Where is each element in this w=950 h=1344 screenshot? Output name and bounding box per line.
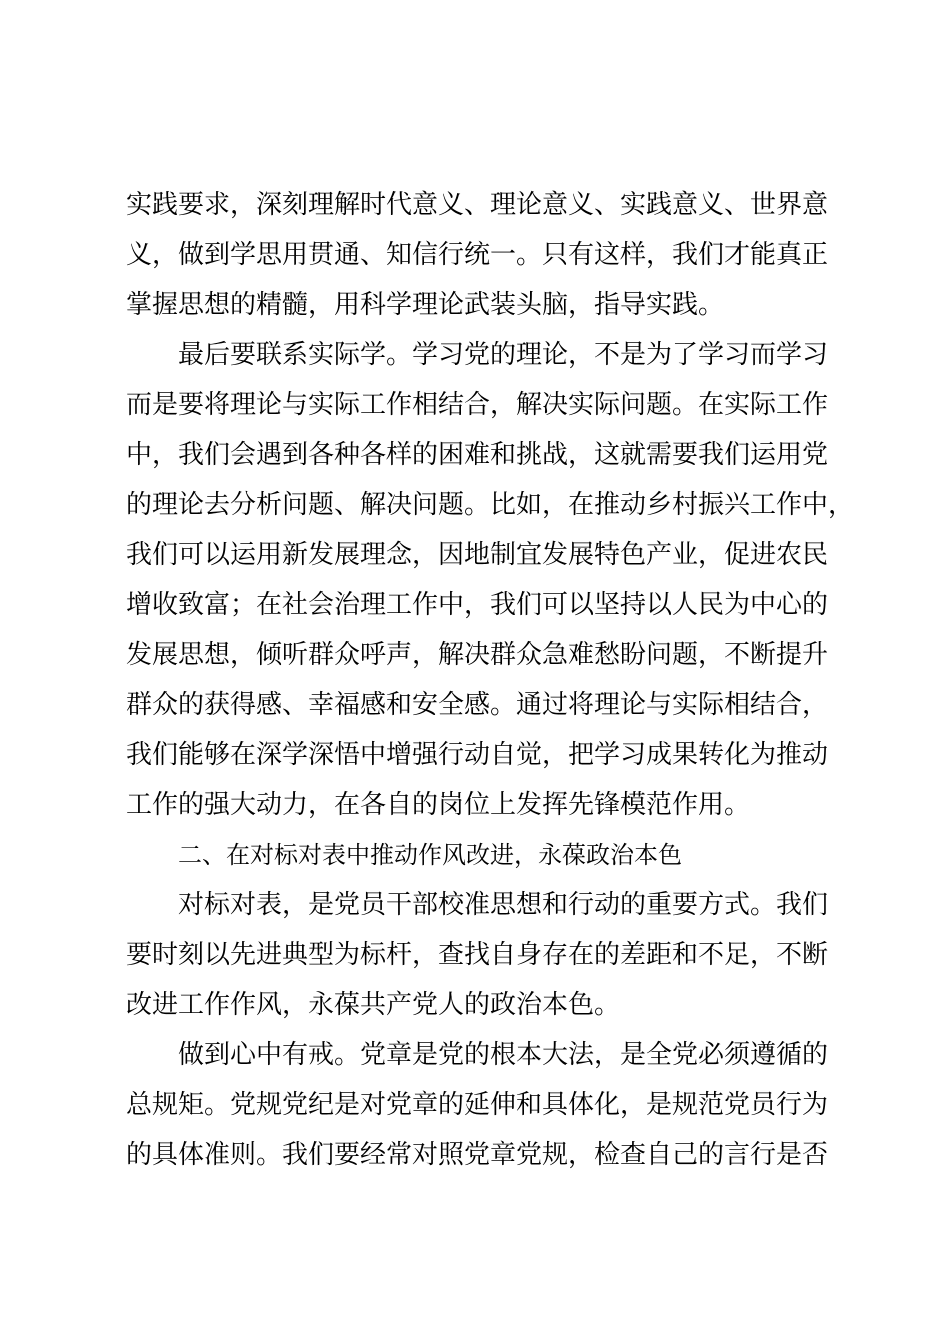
text-line: 改进工作作风，永葆共产党人的政治本色。 <box>126 990 621 1020</box>
text-line: 我们可以运用新发展理念，因地制宜发展特色产业，促进农民 <box>126 540 829 570</box>
text-line: 实践要求，深刻理解时代意义、理论意义、实践意义、世界意 <box>126 190 829 220</box>
paragraph-start-line: 最后要联系实际学。学习党的理论，不是为了学习而学习 <box>178 340 829 370</box>
text-line: 掌握思想的精髓，用科学理论武装头脑，指导实践。 <box>126 290 725 320</box>
text-line: 发展思想，倾听群众呼声，解决群众急难愁盼问题，不断提升 <box>126 640 829 670</box>
text-line: 群众的获得感、幸福感和安全感。通过将理论与实际相结合， <box>126 690 829 720</box>
text-line: 中，我们会遇到各种各样的困难和挑战，这就需要我们运用党 <box>126 440 829 470</box>
text-line: 增收致富；在社会治理工作中，我们可以坚持以人民为中心的 <box>126 590 829 620</box>
text-line: 义，做到学思用贯通、知信行统一。只有这样，我们才能真正 <box>126 240 829 270</box>
text-line: 的理论去分析问题、解决问题。比如，在推动乡村振兴工作中， <box>126 490 855 520</box>
text-line: 总规矩。党规党纪是对党章的延伸和具体化，是规范党员行为 <box>126 1090 829 1120</box>
paragraph-start-line: 做到心中有戒。党章是党的根本大法，是全党必须遵循的 <box>178 1040 829 1070</box>
text-line: 我们能够在深学深悟中增强行动自觉，把学习成果转化为推动 <box>126 740 829 770</box>
text-line: 要时刻以先进典型为标杆，查找自身存在的差距和不足，不断 <box>126 940 829 970</box>
section-heading: 二、在对标对表中推动作风改进，永葆政治本色 <box>178 841 682 869</box>
text-line: 工作的强大动力，在各自的岗位上发挥先锋模范作用。 <box>126 790 751 820</box>
paragraph-start-line: 对标对表，是党员干部校准思想和行动的重要方式。我们 <box>178 890 829 920</box>
text-line: 而是要将理论与实际工作相结合，解决实际问题。在实际工作 <box>126 390 829 420</box>
text-line: 的具体准则。我们要经常对照党章党规，检查自己的言行是否 <box>126 1140 829 1170</box>
